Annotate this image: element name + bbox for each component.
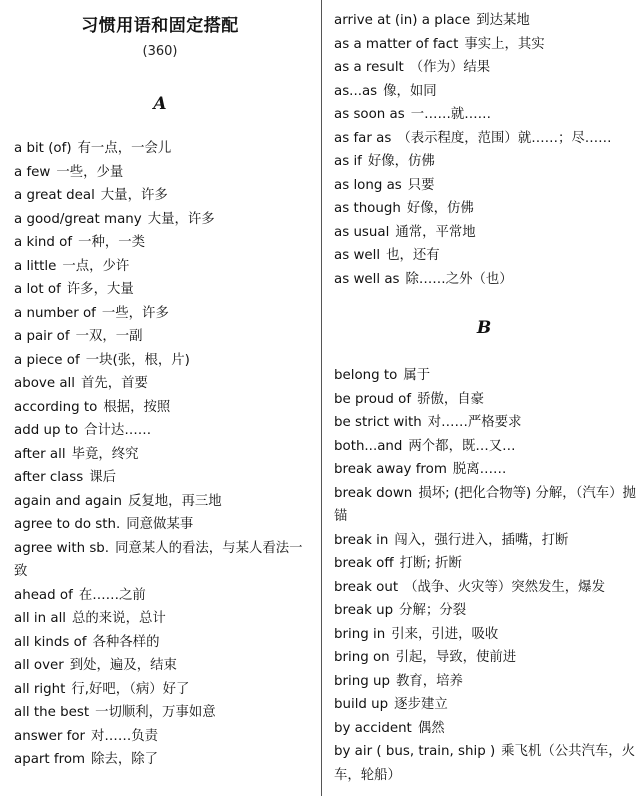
phrase-term: as if [334, 154, 362, 169]
phrase-term: a pair of [14, 329, 70, 344]
phrase-term: as though [334, 201, 401, 216]
phrase-meaning: 除……之外（也） [405, 271, 513, 287]
phrase-meaning: 分解；分裂 [399, 603, 467, 618]
phrase-term: answer for [14, 728, 86, 744]
phrase-term: all right [14, 681, 66, 697]
list-item [334, 482, 636, 529]
phrase-meaning: 偶然 [417, 720, 445, 736]
phrase-meaning: 打断; 折断 [399, 556, 462, 571]
list-item [334, 103, 636, 127]
list-item [14, 208, 312, 232]
list-item [14, 490, 312, 514]
phrase-meaning: 总的来说，总计 [72, 611, 166, 626]
list-item [334, 623, 636, 647]
phrase-term: after class [14, 470, 84, 485]
phrase-meaning: （表示程度，范围）就……；尽…… [397, 130, 612, 146]
phrase-meaning: 合计达…… [84, 423, 152, 438]
phrase-term: as...as [334, 83, 378, 99]
list-item [14, 513, 312, 537]
phrase-term: as long as [334, 177, 402, 193]
phrase-term: agree with sb. [14, 540, 110, 556]
list-item [334, 197, 636, 221]
section-heading-b: B [476, 318, 492, 338]
list-item [14, 701, 312, 725]
phrase-term: by accident [334, 720, 412, 736]
list-item [14, 443, 312, 467]
phrase-meaning: 好像，仿佛 [406, 201, 474, 216]
phrase-term: according to [14, 399, 98, 415]
list-item [334, 9, 636, 33]
phrase-meaning: （作为）结果 [409, 60, 491, 75]
list-item [334, 127, 636, 151]
phrase-term: arrive at (in) a place [334, 13, 471, 28]
phrase-meaning: 在……之前 [78, 587, 146, 603]
list-item [334, 33, 636, 57]
phrase-meaning: 到达某地 [476, 13, 530, 28]
phrase-term: build up [334, 697, 389, 712]
phrase-meaning: 各种各样的 [92, 634, 160, 650]
phrase-term: be strict with [334, 415, 422, 430]
phrase-term: break out [334, 579, 399, 595]
phrase-meaning: 同意某人的看法，与某人看法一致 [14, 540, 303, 579]
list-item [14, 255, 312, 279]
phrase-meaning: 骄傲，自豪 [417, 391, 485, 407]
phrase-term: a lot of [14, 282, 61, 297]
phrase-meaning: 许多，大量 [66, 282, 134, 297]
list-item [14, 654, 312, 678]
phrase-meaning: 逐步建立 [394, 697, 448, 712]
phrase-term: bring on [334, 650, 390, 665]
phrase-term: be proud of [334, 391, 412, 407]
list-item [14, 607, 312, 631]
phrase-meaning: 一双，一副 [75, 329, 143, 344]
list-item [14, 725, 312, 749]
list-item [334, 646, 636, 670]
phrase-term: break off [334, 556, 394, 571]
phrase-meaning: 一……就…… [410, 107, 492, 122]
phrase-meaning: 闯入，强行进入，插嘴，打断 [394, 532, 569, 548]
list-item [334, 599, 636, 623]
list-item [334, 174, 636, 198]
phrase-meaning: 也，还有 [386, 248, 440, 263]
phrase-meaning: 对……负责 [91, 728, 158, 744]
list-item [14, 325, 312, 349]
list-item [14, 161, 312, 185]
phrase-meaning: 脱离…… [452, 462, 507, 477]
phrase-meaning: 一切顺利，万事如意 [95, 705, 216, 720]
phrase-term: add up to [14, 423, 79, 438]
phrase-meaning: 一点，少许 [62, 258, 130, 274]
phrase-meaning: 属于 [403, 368, 431, 383]
phrase-meaning: 教育，培养 [395, 673, 463, 689]
phrase-meaning: 根据，按照 [103, 399, 171, 415]
phrase-term: bring up [334, 673, 390, 689]
list-item [334, 56, 636, 80]
phrase-term: all the best [14, 705, 90, 720]
phrase-meaning: 首先，首要 [80, 376, 148, 391]
list-item [14, 137, 312, 161]
list-item [334, 244, 636, 268]
phrase-term: a kind of [14, 235, 73, 250]
phrase-term: all over [14, 658, 64, 673]
section-heading-a: A [153, 94, 167, 114]
list-item [334, 529, 636, 553]
list-item [334, 80, 636, 104]
section-a-entries-left [14, 137, 312, 772]
list-item [14, 396, 312, 420]
list-item [14, 372, 312, 396]
list-item [14, 302, 312, 326]
phrase-meaning: 好像，仿佛 [367, 154, 435, 169]
phrase-meaning: 对……严格要求 [427, 415, 522, 430]
phrase-meaning: 一些，许多 [101, 305, 169, 321]
phrase-meaning: 反复地，再三地 [127, 493, 222, 509]
list-item [14, 678, 312, 702]
phrase-meaning: 毕竟，终究 [71, 446, 139, 462]
phrase-meaning: 通常，平常地 [395, 224, 476, 240]
phrase-term: a good/great many [14, 211, 142, 227]
phrase-term: above all [14, 376, 75, 391]
phrase-term: a number of [14, 305, 96, 321]
phrase-meaning: 一块(张，根，片) [85, 352, 190, 368]
phrase-term: break away from [334, 462, 447, 477]
phrase-term: as a result [334, 60, 404, 75]
phrase-term: as soon as [334, 107, 405, 122]
list-item [14, 231, 312, 255]
column-divider [321, 0, 322, 796]
phrase-meaning: 引起，导致，使前进 [395, 650, 517, 665]
list-item [14, 419, 312, 443]
phrase-meaning: 引来，引进，吸收 [391, 626, 499, 642]
phrase-meaning: 大量，许多 [147, 211, 215, 227]
phrase-term: by air ( bus, train, ship ) [334, 744, 496, 759]
list-item [334, 740, 636, 787]
list-item [334, 576, 636, 600]
page-subtitle: (360) [142, 44, 178, 59]
phrase-term: all kinds of [14, 634, 87, 650]
list-item [334, 552, 636, 576]
phrase-meaning: 到处，遍及，结束 [69, 658, 177, 673]
phrase-term: as usual [334, 224, 390, 240]
phrase-meaning: 一种，一类 [78, 235, 146, 250]
phrase-term: a few [14, 164, 51, 180]
phrase-term: a piece of [14, 352, 80, 368]
list-item [334, 458, 636, 482]
phrase-term: a great deal [14, 188, 95, 203]
phrase-meaning: 只要 [407, 177, 435, 193]
phrase-term: as far as [334, 130, 392, 146]
phrase-meaning: 有一点，一会儿 [77, 141, 172, 156]
phrase-term: bring in [334, 626, 386, 642]
phrase-term: again and again [14, 493, 122, 509]
section-a-entries-right [334, 9, 636, 291]
list-item [334, 435, 636, 459]
list-item [14, 584, 312, 608]
phrase-term: break down [334, 485, 413, 501]
phrase-meaning: 像，如同 [383, 83, 437, 99]
list-item [334, 717, 636, 741]
phrase-term: as well as [334, 271, 400, 287]
list-item [14, 537, 312, 584]
phrase-term: ahead of [14, 587, 73, 603]
phrase-term: a bit (of) [14, 141, 72, 156]
phrase-meaning: 两个都，既…又… [408, 438, 516, 454]
list-item [334, 693, 636, 717]
phrase-term: break in [334, 532, 389, 548]
phrase-meaning: 一些，少量 [56, 164, 124, 180]
phrase-meaning: （战争、火灾等）突然发生，爆发 [404, 579, 605, 595]
list-item [14, 631, 312, 655]
list-item [14, 349, 312, 373]
phrase-term: all in all [14, 611, 67, 626]
phrase-term: as well [334, 248, 381, 263]
phrase-term: break up [334, 603, 394, 618]
list-item [14, 466, 312, 490]
phrase-meaning: 课后 [89, 470, 116, 485]
phrase-term: apart from [14, 752, 86, 767]
list-item [334, 411, 636, 435]
phrase-meaning: 行,好吧，（病）好了 [71, 681, 190, 697]
phrase-meaning: 损坏; (把化合物等) 分解，（汽车）抛锚 [334, 485, 636, 524]
list-item [334, 150, 636, 174]
phrase-meaning: 乘飞机（公共汽车，火车，轮船） [334, 744, 636, 783]
phrase-meaning: 同意做某事 [126, 517, 194, 532]
phrase-term: agree to do sth. [14, 517, 121, 532]
list-item [14, 748, 312, 772]
phrase-term: belong to [334, 368, 398, 383]
phrase-meaning: 除去，除了 [91, 752, 159, 767]
list-item [334, 221, 636, 245]
phrase-term: a little [14, 258, 57, 274]
list-item [334, 268, 636, 292]
phrase-meaning: 事实上，其实 [464, 36, 545, 52]
phrase-term: after all [14, 446, 66, 462]
phrase-term: as a matter of fact [334, 36, 459, 52]
section-b-entries [334, 364, 636, 787]
list-item [334, 670, 636, 694]
list-item [334, 364, 636, 388]
phrase-term: both...and [334, 438, 403, 454]
list-item [334, 388, 636, 412]
page-title: 习惯用语和固定搭配 [81, 16, 239, 36]
phrase-meaning: 大量，许多 [100, 188, 168, 203]
list-item [14, 184, 312, 208]
list-item [14, 278, 312, 302]
